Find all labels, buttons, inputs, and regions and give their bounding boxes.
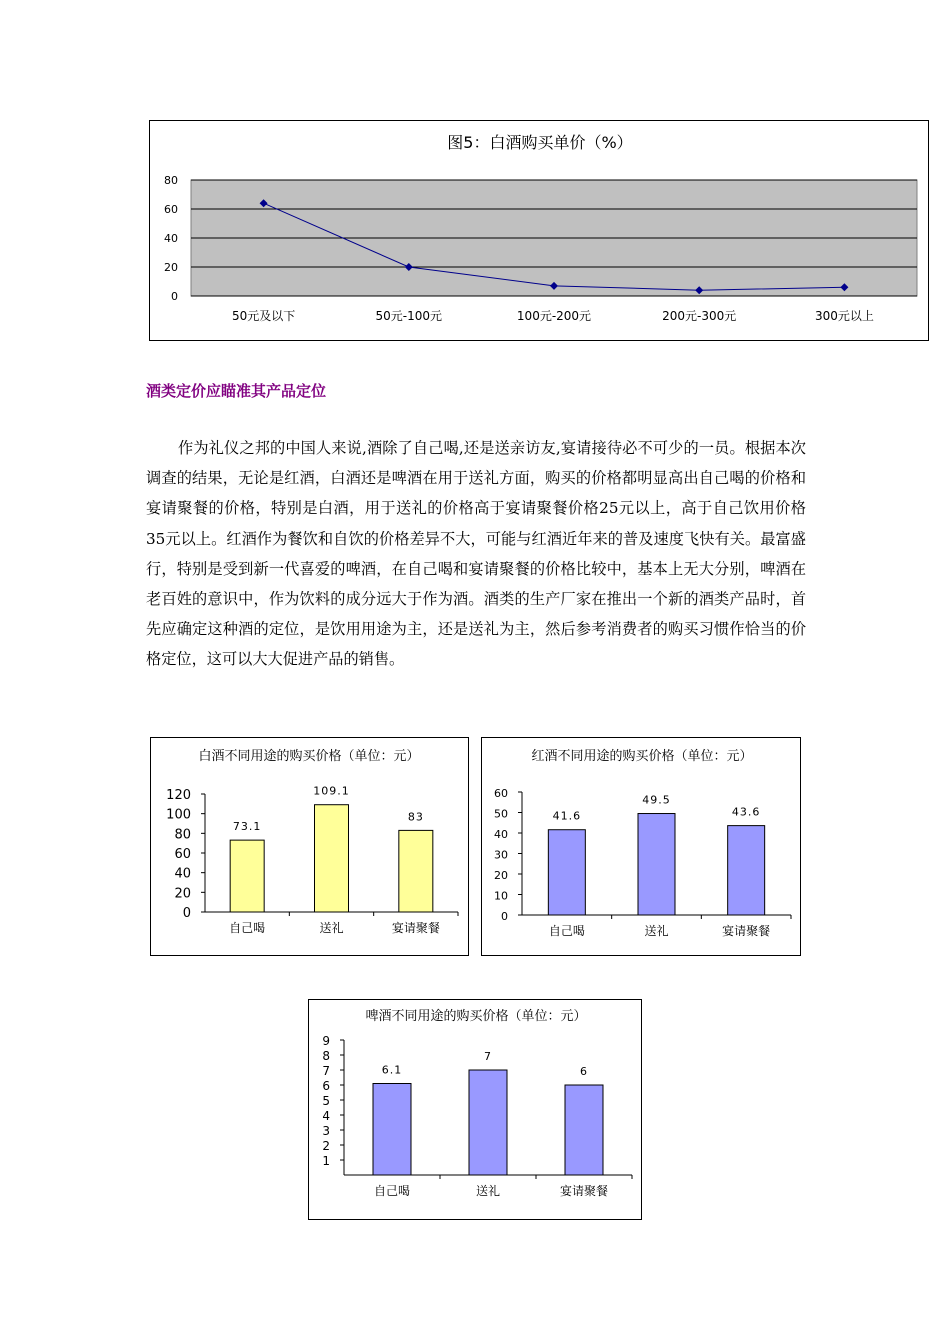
- x-tick-label: 自己喝: [548, 924, 585, 938]
- y-tick-label: 8: [322, 1049, 330, 1063]
- x-tick-label: 送礼: [475, 1184, 501, 1198]
- y-tick-label: 100: [166, 807, 191, 823]
- data-label: 6.1: [381, 1063, 403, 1077]
- baijiu-chart: [150, 737, 469, 956]
- y-tick-label: 60: [494, 787, 508, 800]
- data-label: 6: [580, 1065, 588, 1078]
- y-tick-label: 40: [164, 232, 178, 245]
- x-tick-label: 自己喝: [373, 1184, 411, 1198]
- pijiu-chart: [308, 999, 642, 1220]
- bar: [565, 1085, 603, 1175]
- y-tick-label: 0: [171, 290, 178, 303]
- data-label: 49.5: [642, 793, 671, 807]
- y-tick-label: 60: [164, 203, 178, 216]
- y-tick-label: 30: [494, 848, 508, 862]
- bar: [469, 1070, 507, 1175]
- section-heading: 酒类定价应瞄准其产品定位: [146, 382, 327, 400]
- chart-title: 图5：白酒购买单价（%）: [447, 133, 633, 152]
- x-tick-label: 50元及以下: [231, 309, 296, 323]
- x-tick-label: 送礼: [319, 921, 344, 935]
- data-label: 7: [484, 1050, 492, 1063]
- chart-title: 红酒不同用途的购买价格（单位：元）: [531, 749, 753, 764]
- x-tick-label: 300元以上: [814, 309, 874, 323]
- y-tick-label: 0: [182, 906, 191, 921]
- pijiu-svg: [309, 1000, 643, 1221]
- y-tick-label: 20: [174, 886, 191, 902]
- x-tick-label: 宴请聚餐: [391, 921, 440, 935]
- chart-title: 白酒不同用途的购买价格（单位：元）: [198, 749, 420, 764]
- bar: [373, 1084, 411, 1176]
- bar: [728, 826, 765, 915]
- data-label: 83: [407, 810, 424, 824]
- figure5-chart: [149, 120, 929, 341]
- baijiu-svg: [151, 738, 470, 957]
- y-tick-label: 50: [494, 807, 508, 821]
- bar: [399, 830, 433, 912]
- y-tick-label: 40: [174, 866, 191, 882]
- y-tick-label: 9: [322, 1034, 330, 1048]
- hongjiu-chart: [481, 737, 801, 956]
- x-tick-label: 200元-300元: [662, 309, 737, 323]
- data-label: 73.1: [232, 820, 262, 834]
- y-tick-label: 3: [322, 1124, 330, 1138]
- y-tick-label: 20: [164, 261, 178, 274]
- y-tick-label: 80: [174, 827, 191, 843]
- y-tick-label: 2: [322, 1139, 330, 1153]
- data-label: 43.6: [731, 805, 761, 819]
- x-tick-label: 100元-200元: [516, 309, 592, 323]
- body-paragraph: 作为礼仪之邦的中国人来说,酒除了自己喝,还是送亲访友,宴请接待必不可少的一员。根据本次调查的结果，无论是红酒，白酒还是啤酒在用于送礼方面，购买的价格都明显高出自己喝的价格和宴请聚餐的价格，特别是白酒，用于送礼的价格高于宴请聚餐价格25元以上，高于自己饮用价格35元以上。红酒作为餐饮和自饮的价格差异不大，可能与红酒近年来的普及速度飞快有关。最富盛行，特别是受到新一代喜爱的啤酒，在自己喝和宴请聚餐的价格比较中，基本上无大分别，啤酒在老百姓的意识中，作为饮料的成分远大于作为酒。酒类的生产厂家在推出一个新的酒类产品时，首先应确定这种酒的定位，是饮用用途为主，还是送礼为主，然后参考消费者的购买习惯作恰当的价格定位，这可以大大促进产品的销售。: [146, 439, 806, 669]
- y-tick-label: 4: [322, 1109, 330, 1123]
- y-tick-label: 60: [174, 847, 191, 862]
- y-tick-label: 0: [501, 910, 508, 923]
- bar: [548, 830, 585, 915]
- bar: [638, 814, 675, 915]
- chart-title: 啤酒不同用途的购买价格（单位：元）: [365, 1009, 587, 1024]
- y-tick-label: 10: [494, 889, 508, 903]
- x-tick-label: 宴请聚餐: [722, 924, 771, 938]
- x-tick-label: 送礼: [644, 924, 669, 938]
- y-tick-label: 1: [322, 1154, 330, 1168]
- x-tick-label: 宴请聚餐: [559, 1184, 609, 1198]
- bar: [230, 840, 264, 912]
- bar: [315, 805, 349, 912]
- y-tick-label: 7: [322, 1064, 330, 1078]
- y-tick-label: 40: [494, 828, 508, 841]
- y-tick-label: 6: [322, 1079, 330, 1093]
- y-tick-label: 20: [494, 869, 508, 882]
- data-label: 109.1: [313, 784, 350, 798]
- y-tick-label: 80: [164, 174, 178, 187]
- hongjiu-svg: [482, 738, 802, 957]
- x-tick-label: 50元-100元: [375, 309, 443, 323]
- figure5-svg: [150, 121, 930, 342]
- y-tick-label: 120: [166, 788, 191, 803]
- data-label: 41.6: [552, 809, 582, 823]
- y-tick-label: 5: [322, 1094, 330, 1108]
- x-tick-label: 自己喝: [229, 921, 266, 935]
